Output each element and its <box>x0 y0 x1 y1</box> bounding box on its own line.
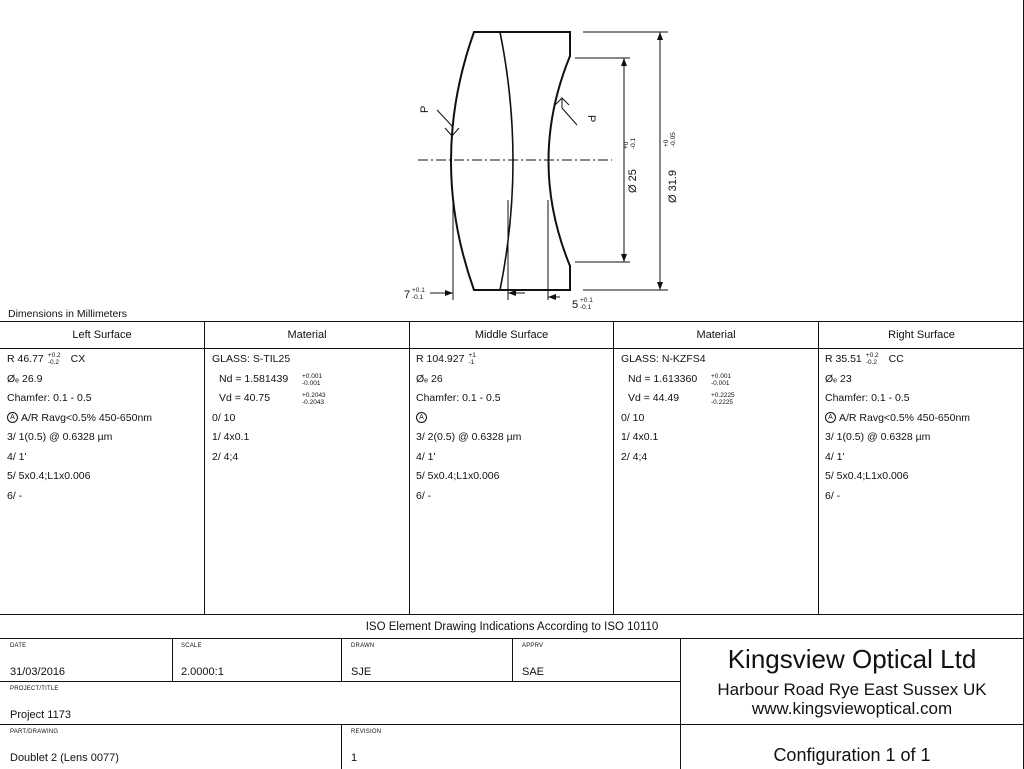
spec-text: A/R Ravg<0.5% 450-650nm <box>839 411 971 424</box>
spec-text: GLASS: N-KZFS4 <box>621 353 706 365</box>
col-material-2 <box>621 350 811 467</box>
spec-text: A/R Ravg<0.5% 450-650nm <box>21 411 153 424</box>
tolerance-minus: -0.001 <box>302 379 321 387</box>
spec-line <box>212 428 402 448</box>
spec-line <box>212 389 402 409</box>
spec-line <box>621 389 811 409</box>
header-middle-surface: Middle Surface <box>474 329 549 341</box>
spec-text: Nd = 1.581439 <box>219 372 289 385</box>
spec-text: Chamfer: 0.1 - 0.5 <box>825 392 910 404</box>
thickness-mid-tol-minus: -0.1 <box>580 304 592 311</box>
col-middle-surface <box>416 350 606 506</box>
surface-type: CX <box>70 353 86 365</box>
spec-line <box>7 389 197 409</box>
spec-text: 4/ 1' <box>7 450 27 463</box>
dia31-tol-minus: -0.05 <box>670 132 677 147</box>
spec-line <box>7 428 197 448</box>
tolerance <box>302 373 322 387</box>
project-value: Project 1173 <box>10 709 71 721</box>
coating-symbol-icon: A <box>825 412 836 423</box>
header-left-surface: Left Surface <box>72 329 132 341</box>
part-label: PART/DRAWING <box>10 729 59 735</box>
units-note: Dimensions in Millimeters <box>8 308 128 320</box>
dia25-tol-plus: +0 <box>623 141 630 149</box>
p-label-left: P <box>419 105 431 113</box>
part-value: Doublet 2 (Lens 0077) <box>10 752 119 764</box>
tolerance-plus: +0.2 <box>865 352 879 360</box>
tolerance <box>48 352 61 366</box>
thickness-left-tol-plus: +0.1 <box>412 287 425 294</box>
dimension-arrows <box>445 32 663 300</box>
tolerance-minus: -0.2 <box>47 359 59 367</box>
coating-symbol-icon: A <box>7 412 18 423</box>
spec-text: Vd = 40.75 <box>219 392 271 404</box>
tolerance-minus: -0.001 <box>711 379 730 387</box>
tolerance-minus: -0.2225 <box>711 399 734 406</box>
tolerance <box>711 392 735 406</box>
header-material-2: Material <box>696 329 736 341</box>
spec-text: 3/ 2(0.5) @ 0.6328 µm <box>416 431 522 443</box>
tolerance <box>711 373 731 387</box>
spec-text: 4/ 1' <box>825 450 845 463</box>
spec-text: Chamfer: 0.1 - 0.5 <box>7 392 92 404</box>
spec-line <box>621 428 811 448</box>
spec-line <box>7 370 197 390</box>
dia25-value: Ø 25 <box>627 169 639 193</box>
spec-line <box>7 467 197 487</box>
tolerance-plus: +0.2 <box>47 352 61 360</box>
company-name: Kingsview Optical Ltd <box>727 644 977 674</box>
thickness-left-tol-minus: -0.1 <box>412 294 424 301</box>
spec-text: Øₑ 26.9 <box>7 372 43 385</box>
spec-line <box>212 448 402 468</box>
spec-text: 1/ 4x0.1 <box>212 431 250 443</box>
lens-drawing <box>0 0 1024 320</box>
tolerance <box>866 352 879 366</box>
dia25-tol-minus: -0.1 <box>630 137 637 149</box>
spec-line <box>825 370 1015 390</box>
spec-text: 2/ 4;4 <box>621 450 648 463</box>
header-material-1: Material <box>287 329 327 341</box>
tolerance-minus: -0.2043 <box>302 399 325 406</box>
lens-outline <box>451 32 570 290</box>
spec-line <box>212 370 402 390</box>
extension-lines <box>453 32 668 300</box>
dia31-value: Ø 31.9 <box>667 169 679 203</box>
spec-line <box>825 448 1015 468</box>
spec-line <box>7 350 197 370</box>
revision-value: 1 <box>351 752 358 764</box>
spec-text: 2/ 4;4 <box>212 450 239 463</box>
spec-line <box>621 350 811 370</box>
col-right-surface <box>825 350 1015 506</box>
scale-label: SCALE <box>181 643 202 649</box>
surface-type: CC <box>888 353 904 365</box>
configuration: Configuration 1 of 1 <box>773 745 931 765</box>
apprv-value: SAE <box>522 666 545 678</box>
spec-text: 0/ 10 <box>621 411 645 424</box>
spec-line <box>621 448 811 468</box>
dia31-tol-plus: +0 <box>663 139 670 147</box>
drawn-value: SJE <box>351 666 372 678</box>
spec-text: 1/ 4x0.1 <box>621 431 659 443</box>
apprv-label: APPRV <box>522 643 544 649</box>
col-material-1 <box>212 350 402 467</box>
surface-markers <box>437 98 577 136</box>
spec-line <box>416 350 606 370</box>
tolerance-minus: -1 <box>468 359 475 367</box>
dim-dia25 <box>623 137 639 193</box>
spec-text: 6/ - <box>7 489 23 502</box>
spec-line <box>212 409 402 429</box>
thickness-mid-value: 5 <box>572 299 579 311</box>
drawn-label: DRAWN <box>351 643 375 649</box>
project-label: PROJECT/TITLE <box>10 686 59 692</box>
col-left-surface <box>7 350 197 506</box>
dim-dia31 <box>663 132 679 203</box>
date-label: DATE <box>10 643 27 649</box>
spec-text: R 46.77 <box>7 353 44 365</box>
company-address: Harbour Road Rye East Sussex UK <box>717 680 987 699</box>
spec-text: 0/ 10 <box>212 411 236 424</box>
spec-text: R 35.51 <box>825 353 862 365</box>
p-label-right: P <box>585 115 597 123</box>
spec-text: 6/ - <box>825 489 841 502</box>
spec-line <box>416 467 606 487</box>
spec-line <box>7 487 197 507</box>
spec-line <box>416 409 606 429</box>
spec-text: Øₑ 23 <box>825 372 852 385</box>
spec-line <box>416 389 606 409</box>
spec-text: 3/ 1(0.5) @ 0.6328 µm <box>825 431 931 443</box>
thickness-left-value: 7 <box>404 289 411 301</box>
spec-text: 4/ 1' <box>416 450 436 463</box>
spec-text: 6/ - <box>416 489 432 502</box>
scale-value: 2.0000:1 <box>181 666 224 678</box>
spec-text: Øₑ 26 <box>416 372 443 385</box>
spec-line <box>416 370 606 390</box>
tolerance-plus: +0.001 <box>302 372 323 380</box>
spec-line <box>621 370 811 390</box>
spec-line <box>416 448 606 468</box>
spec-line <box>825 350 1015 370</box>
spec-text: GLASS: S-TIL25 <box>212 353 291 365</box>
spec-text: 5/ 5x0.4;L1x0.006 <box>416 470 500 482</box>
spec-text: Vd = 44.49 <box>628 392 680 404</box>
spec-line <box>7 448 197 468</box>
spec-text: 3/ 1(0.5) @ 0.6328 µm <box>7 431 113 443</box>
spec-text: R 104.927 <box>416 353 465 365</box>
tolerance-plus: +0.001 <box>711 372 732 380</box>
tolerance <box>468 352 475 366</box>
spec-line <box>621 409 811 429</box>
spec-line <box>825 389 1015 409</box>
tolerance-plus: +0.2043 <box>302 392 326 399</box>
tolerance <box>302 392 326 406</box>
spec-text: 5/ 5x0.4;L1x0.006 <box>7 470 91 482</box>
spec-line <box>416 428 606 448</box>
header-right-surface: Right Surface <box>888 329 955 341</box>
revision-label: REVISION <box>351 729 382 735</box>
spec-line <box>416 487 606 507</box>
spec-line <box>825 487 1015 507</box>
date-value: 31/03/2016 <box>10 666 66 678</box>
spec-text: Nd = 1.613360 <box>628 372 698 385</box>
spec-line <box>825 467 1015 487</box>
company-website: www.kingsviewoptical.com <box>751 699 953 718</box>
thickness-mid-tol-plus: +0.1 <box>580 297 593 304</box>
tolerance-plus: +0.2225 <box>711 392 735 399</box>
spec-line <box>7 409 197 429</box>
tolerance-minus: -0.2 <box>865 359 877 367</box>
coating-symbol-icon: A <box>416 412 427 423</box>
spec-line <box>212 350 402 370</box>
tolerance-plus: +1 <box>468 352 476 360</box>
spec-text: Chamfer: 0.1 - 0.5 <box>416 392 501 404</box>
spec-line <box>825 428 1015 448</box>
iso-banner: ISO Element Drawing Indications According to ISO 10110 <box>365 621 659 633</box>
spec-line <box>825 409 1015 429</box>
spec-text: 5/ 5x0.4;L1x0.006 <box>825 470 909 482</box>
